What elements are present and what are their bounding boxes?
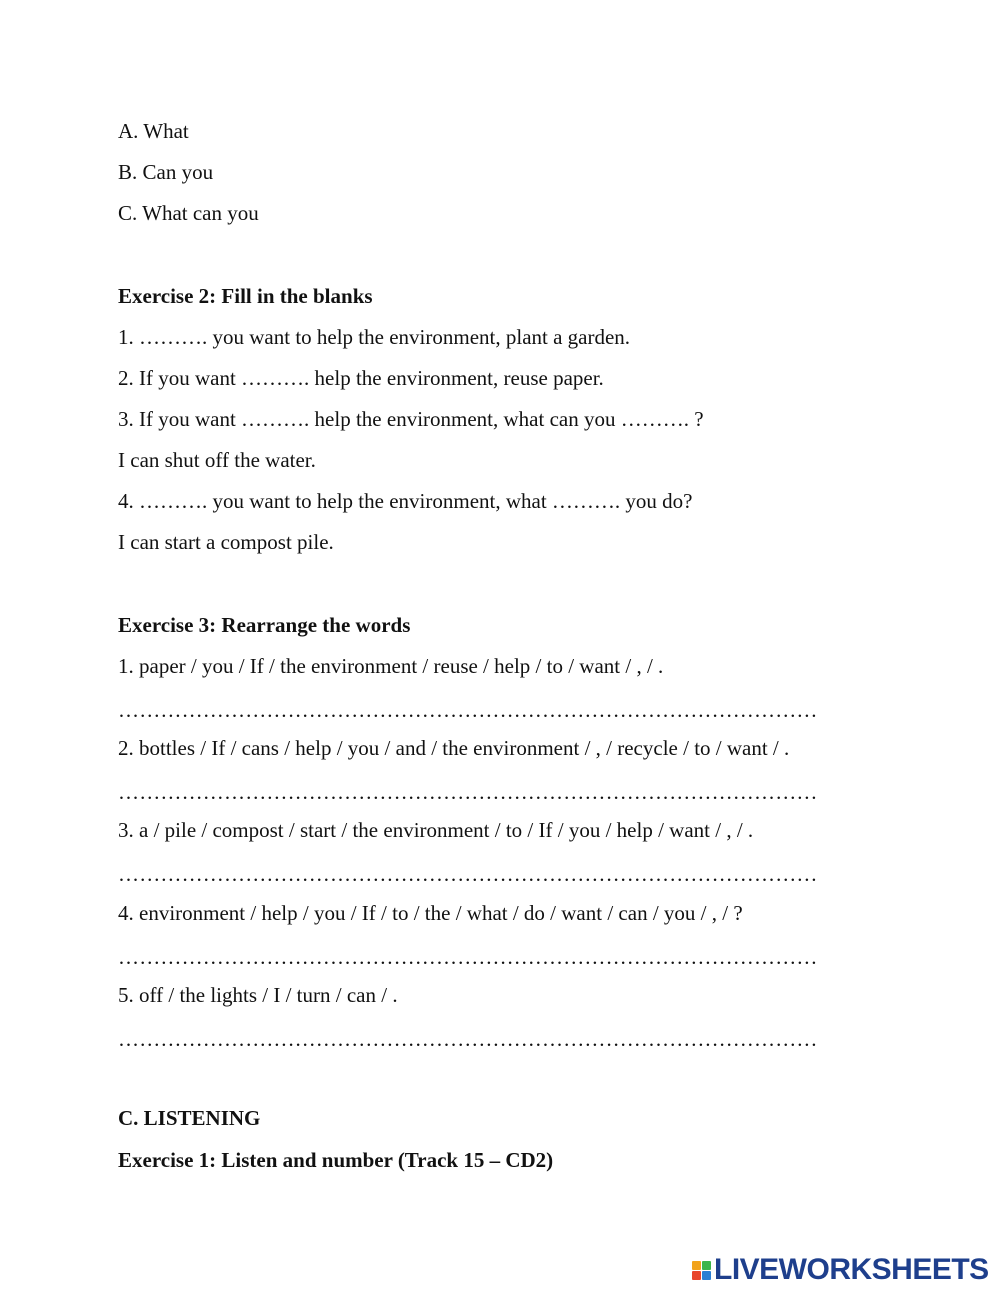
exercise-3-item-2: 2. bottles / If / cans / help / you / and / the environment / , / recycle / to / want / . (118, 736, 790, 760)
logo-mark-icon (692, 1261, 711, 1280)
exercise-3-title: Exercise 3: Rearrange the words (118, 613, 411, 637)
logo-square-4 (702, 1271, 711, 1280)
option-a: A. What (118, 119, 189, 143)
answer-line-2[interactable]: ……………………………………………………………………………………… (118, 780, 818, 804)
exercise-3-item-4: 4. environment / help / you / If / to / the / what / do / want / can / you / , / ? (118, 901, 743, 925)
option-b: B. Can you (118, 160, 214, 184)
option-c: C. What can you (118, 201, 259, 225)
exercise-2-title: Exercise 2: Fill in the blanks (118, 284, 373, 308)
exercise-2-line-4: 4. ………. you want to help the environment, what ………. you do? (118, 489, 693, 513)
exercise-2-line-2: 2. If you want ………. help the environment, reuse paper. (118, 366, 604, 390)
listening-heading: C. LISTENING (118, 1106, 261, 1130)
exercise-2-answer-3: I can shut off the water. (118, 448, 316, 472)
answer-line-1[interactable]: ……………………………………………………………………………………… (118, 698, 818, 722)
exercise-3-item-3: 3. a / pile / compost / start / the environment / to / If / you / help / want / , / . (118, 818, 754, 842)
logo-square-3 (692, 1271, 701, 1280)
logo-square-1 (692, 1261, 701, 1270)
exercise-2-line-1: 1. ………. you want to help the environment, plant a garden. (118, 325, 631, 349)
listening-exercise-1-title: Exercise 1: Listen and number (Track 15 – CD2) (118, 1148, 554, 1172)
logo-square-2 (702, 1261, 711, 1270)
answer-line-5[interactable]: ……………………………………………………………………………………… (118, 1027, 818, 1051)
logo-text: LIVEWORKSHEETS (714, 1253, 989, 1286)
exercise-2-line-3: 3. If you want ………. help the environment, what can you ………. ? (118, 407, 704, 431)
exercise-3-item-1: 1. paper / you / If / the environment / reuse / help / to / want / , / . (118, 654, 664, 678)
exercise-3-item-5: 5. off / the lights / I / turn / can / . (118, 983, 398, 1007)
exercise-2-answer-4: I can start a compost pile. (118, 530, 334, 554)
answer-line-4[interactable]: ……………………………………………………………………………………… (118, 945, 818, 969)
answer-line-3[interactable]: ……………………………………………………………………………………… (118, 862, 818, 886)
liveworksheets-logo (692, 1253, 989, 1287)
